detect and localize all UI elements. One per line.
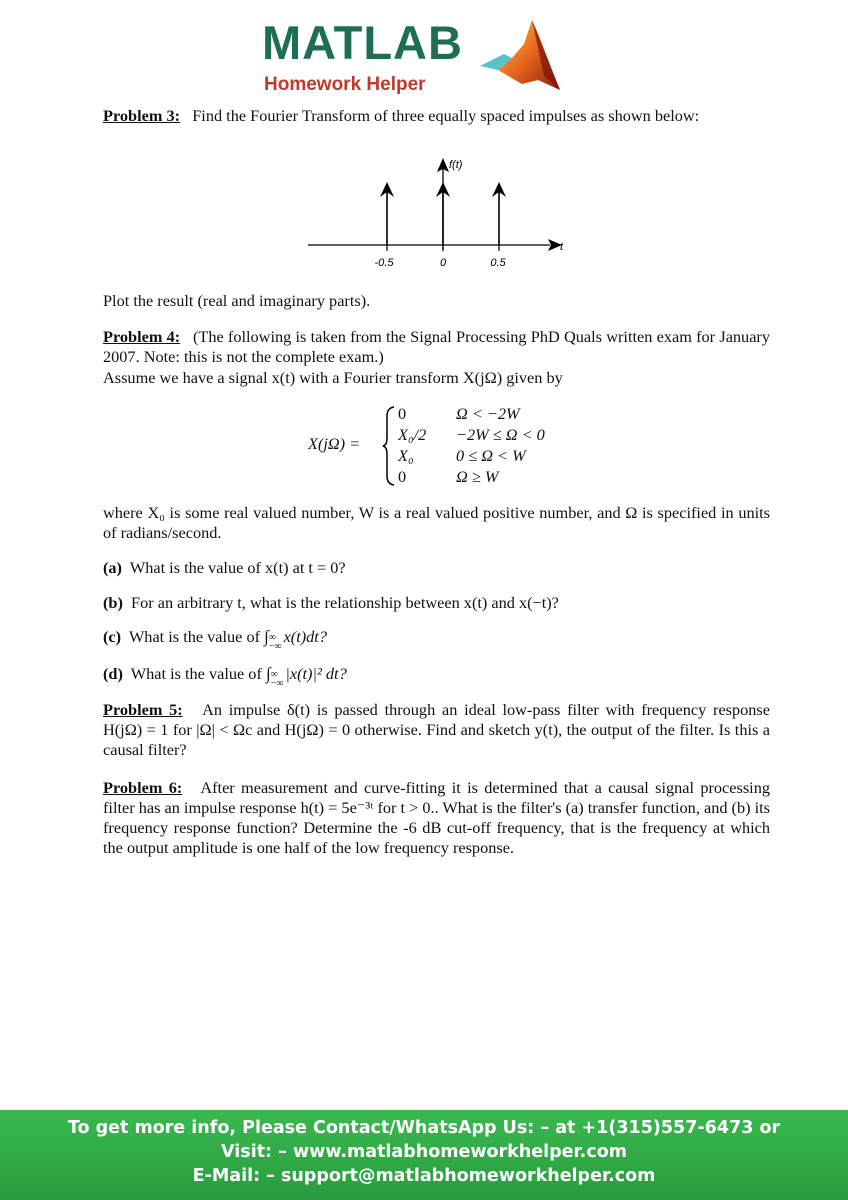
- integral-limits: [271, 670, 284, 688]
- y-axis-label: f(t): [449, 159, 463, 171]
- brand-subtitle: Homework Helper: [264, 74, 426, 95]
- problem-3-statement: [103, 106, 770, 126]
- problem-4-intro: (The following is taken from the Signal Processing PhD Quals written exam for January 2007. Note: this is not the complete exam.): [103, 327, 770, 366]
- problem-5-text: An impulse δ(t) is passed through an ideal low-pass filter with frequency response H(jΩ) = 1 for |Ω| < Ωc and H(jΩ) = 0 otherwise. Find and sketch y(t), the output of the filter. Is this a causal filter?: [103, 700, 770, 759]
- problem-3-text: Find the Fourier Transform of three equally spaced impulses as shown below:: [192, 106, 700, 125]
- impulse-arrow-0: [380, 182, 394, 251]
- question-b: [103, 593, 770, 613]
- problem-4-label: Problem 4:: [103, 327, 181, 346]
- case-4-condition: Ω ≥ W: [456, 467, 499, 486]
- impulse-arrow-2: [492, 182, 506, 251]
- problem-6-text: After measurement and curve-fitting it is determined that a causal signal processing filter has an impulse response h(t) = 5e⁻³ᵗ for t > 0.. What is the filter's (a) transfer function, and (b) its frequency response function? Determine the -6 dB cut-off frequency, that is the frequency at which the output amplitude is one half of the low frequency response.: [103, 778, 770, 857]
- footer-website-link[interactable]: Visit: – www.matlabhomeworkhelper.com: [221, 1142, 627, 1162]
- question-c-text: What is the value of: [128, 627, 261, 646]
- footer-email-link[interactable]: E-Mail: – support@matlabhomeworkhelper.com: [192, 1166, 656, 1186]
- tick-label-plus-half: 0.5: [490, 257, 506, 269]
- left-brace-icon: [382, 406, 396, 486]
- lower-limit: −∞: [268, 641, 282, 652]
- case-1-condition: Ω < −2W: [456, 404, 520, 423]
- footer-contact-line: To get more info, Please Contact/WhatsApp Us: – at +1(315)557-6473 or: [67, 1118, 781, 1138]
- brand-title: MATLAB: [262, 16, 463, 69]
- integral-limits: [269, 633, 282, 651]
- upper-limit: ∞: [268, 632, 276, 643]
- problem-4-where: where X₀ is some real valued number, W is a real valued positive number, and Ω is specified in units of radians/second.: [103, 503, 770, 542]
- question-c-label: (c): [103, 627, 122, 646]
- upper-limit: ∞: [270, 669, 278, 680]
- problem-3-label: Problem 3:: [103, 106, 181, 125]
- question-c-integrand: x(t)dt?: [283, 627, 327, 646]
- problem-5-statement: [103, 700, 770, 760]
- question-d-text: What is the value of: [130, 664, 262, 683]
- question-a-label: (a): [103, 558, 122, 577]
- problem-4-statement: [103, 327, 770, 367]
- problem-5-label: Problem 5:: [103, 700, 183, 719]
- piecewise-formula: [308, 402, 608, 488]
- problem-4-assumption: Assume we have a signal x(t) with a Fourier transform X(jΩ) given by: [103, 368, 563, 387]
- question-b-text: For an arbitrary t, what is the relationship between x(t) and x(−t)?: [131, 593, 559, 612]
- case-2-value: X₀/2: [398, 425, 427, 444]
- case-3-value: X₀: [398, 446, 414, 465]
- impulse-arrow-1: [436, 182, 450, 251]
- question-a-text: What is the value of x(t) at t = 0?: [129, 558, 346, 577]
- brand-logo: [262, 14, 562, 98]
- question-d-label: (d): [103, 664, 123, 683]
- matlab-membrane-icon: [478, 14, 562, 98]
- question-d-integrand: |x(t)|² dt?: [285, 664, 347, 683]
- x-axis-label: t: [560, 241, 564, 253]
- tick-label-minus-half: -0.5: [374, 257, 394, 269]
- question-c: (c) What is the value of ∫ ∞ −∞ x(t)dt?: [103, 627, 327, 652]
- problem-6-label: Problem 6:: [103, 778, 183, 797]
- problem-6-statement: [103, 778, 770, 858]
- question-b-label: (b): [103, 593, 123, 612]
- case-2-condition: −2W ≤ Ω < 0: [456, 425, 545, 444]
- case-4-value: 0: [398, 467, 407, 486]
- formula-lhs: X(jΩ) =: [308, 434, 361, 453]
- question-a: [103, 558, 770, 578]
- lower-limit: −∞: [270, 678, 284, 689]
- tick-label-zero: 0: [439, 257, 447, 269]
- case-1-value: 0: [398, 404, 407, 423]
- impulse-train-plot: [300, 150, 570, 274]
- question-d: (d) What is the value of ∫ ∞ −∞ |x(t)|² dt?: [103, 664, 347, 689]
- case-3-condition: 0 ≤ Ω < W: [456, 446, 526, 465]
- contact-footer: [0, 1110, 848, 1200]
- problem-3-followup: Plot the result (real and imaginary parts).: [103, 291, 371, 310]
